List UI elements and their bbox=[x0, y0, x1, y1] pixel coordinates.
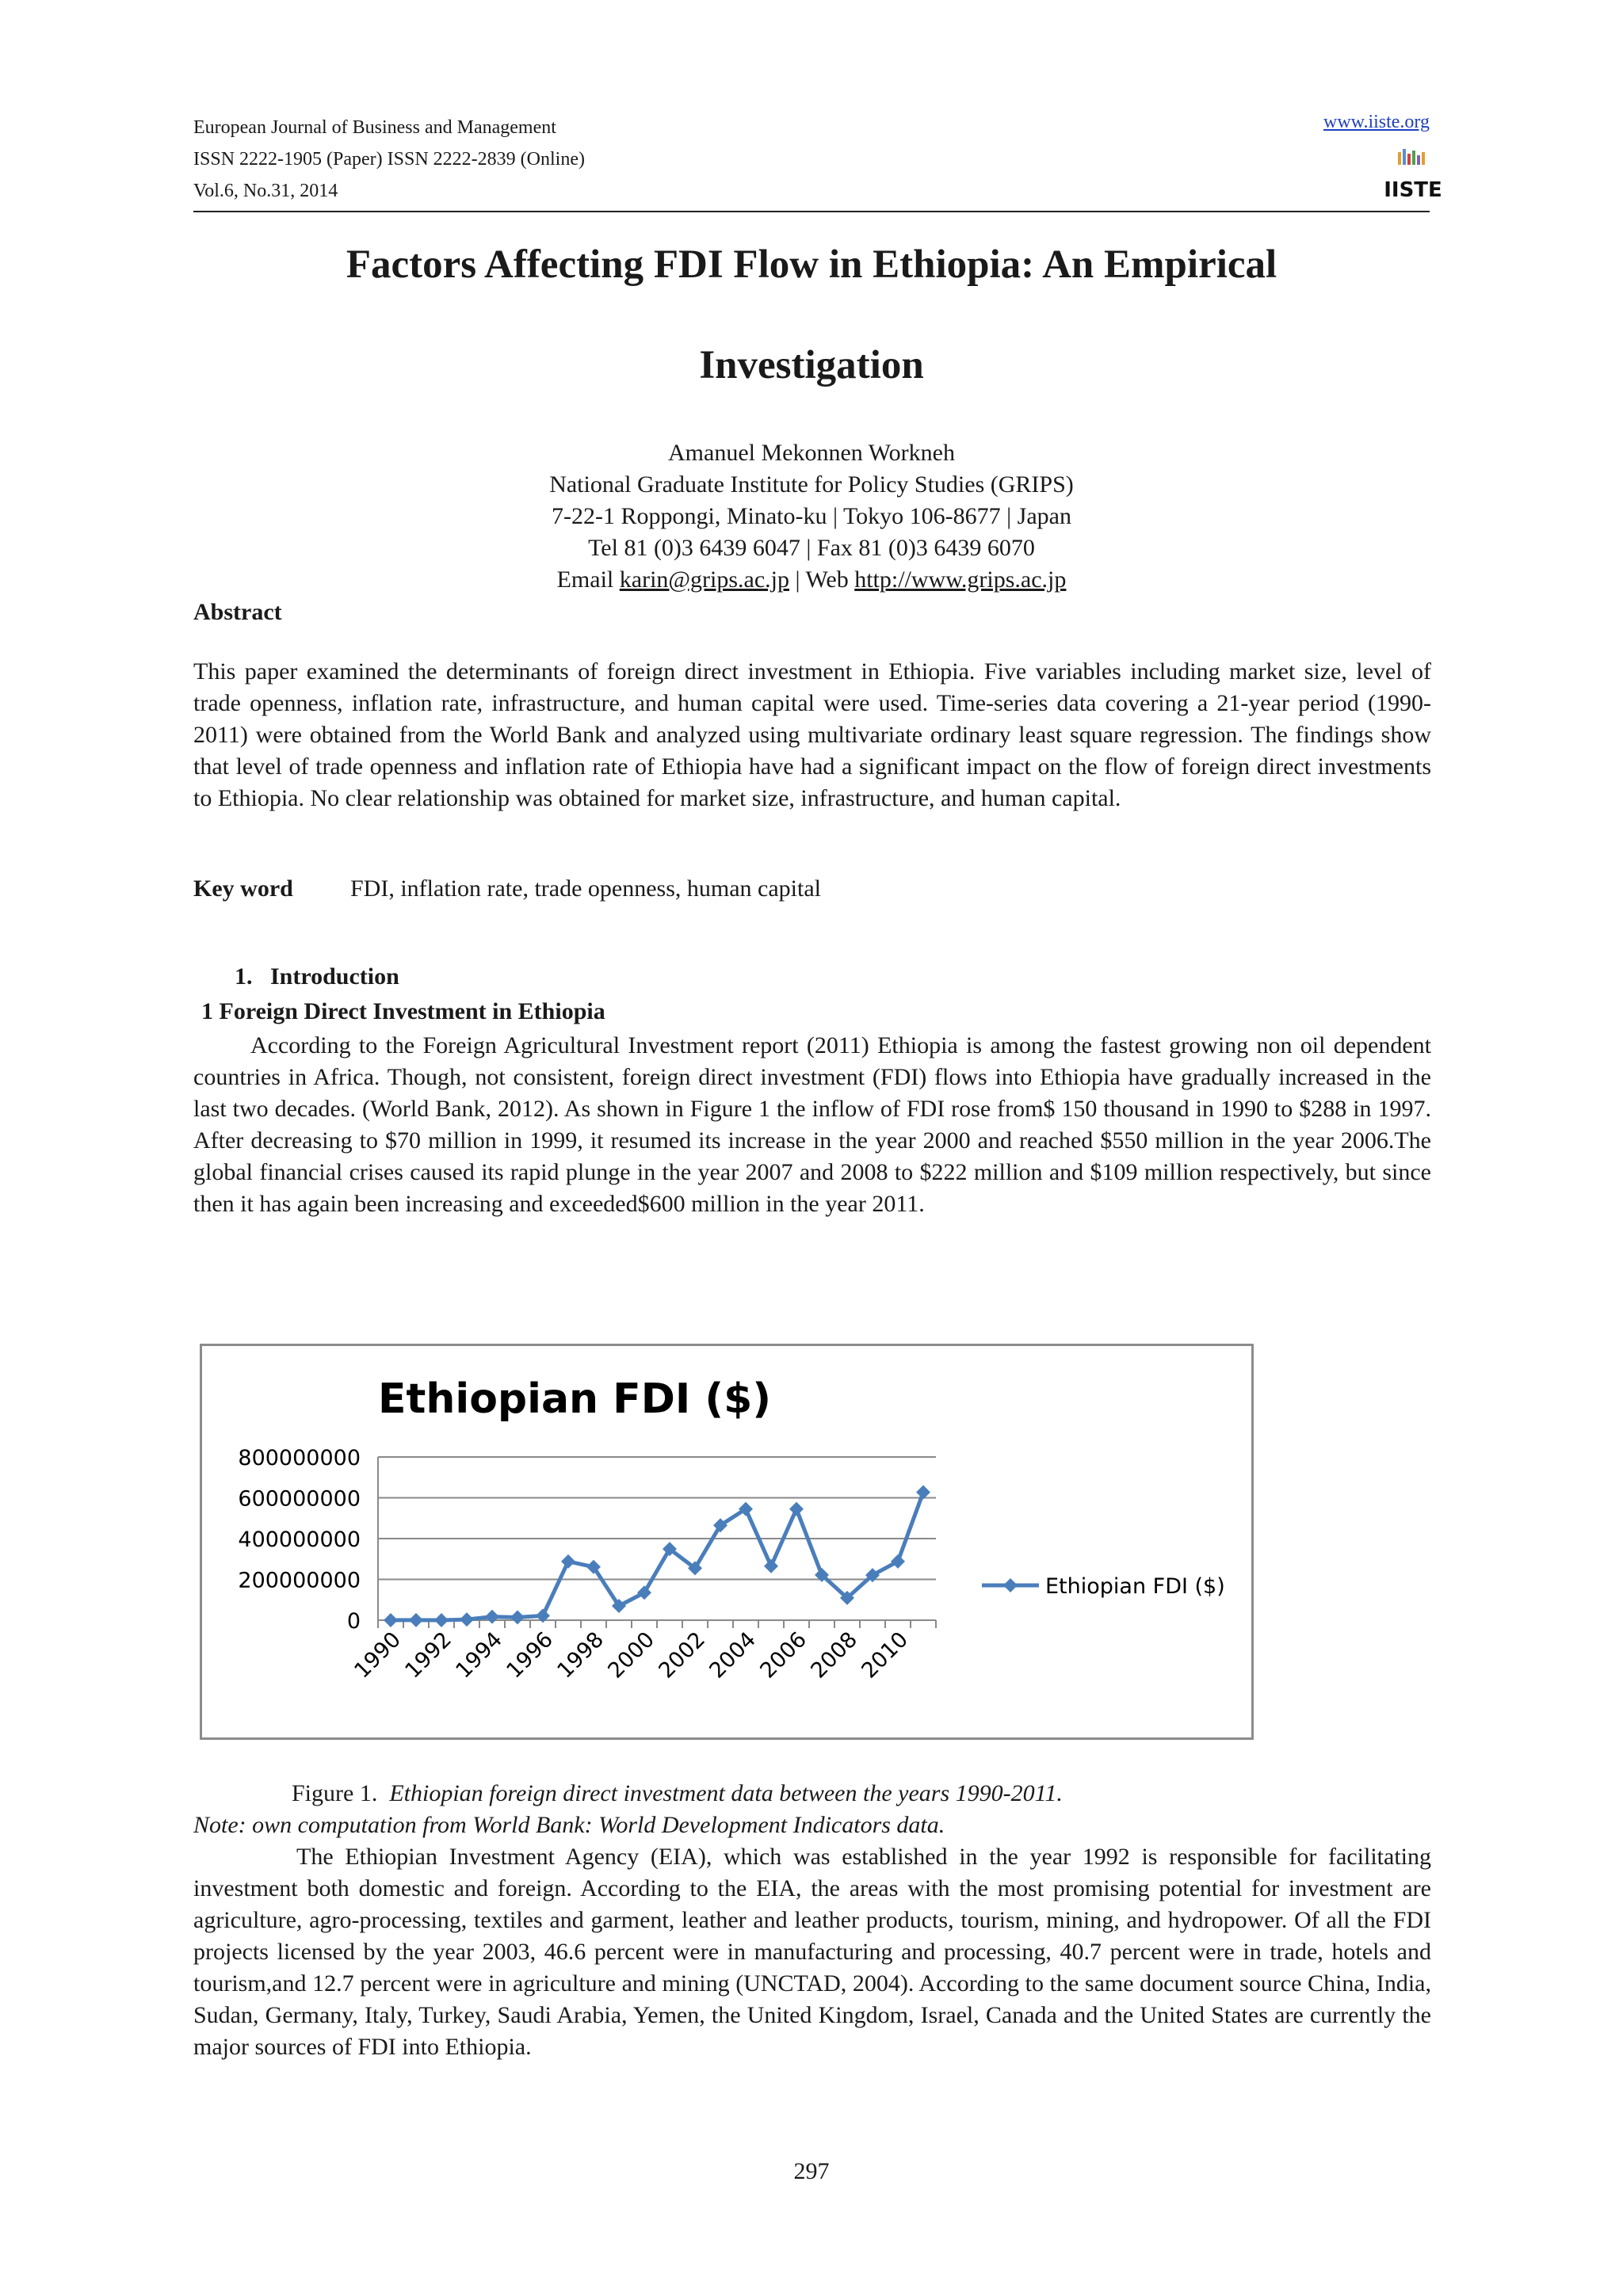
logo-bar-2 bbox=[1403, 149, 1406, 165]
logo-text: IISTE bbox=[1384, 178, 1442, 202]
fdi-line-chart bbox=[202, 1346, 1251, 1737]
data-point-marker bbox=[561, 1554, 575, 1569]
logo-bar-1 bbox=[1398, 152, 1401, 165]
data-point-marker bbox=[485, 1610, 499, 1624]
x-tick-label: 2010 bbox=[857, 1627, 913, 1684]
chart-title: Ethiopian FDI ($) bbox=[377, 1375, 772, 1423]
keywords-label: Key word bbox=[193, 875, 293, 902]
journal-name: European Journal of Business and Management bbox=[193, 117, 556, 138]
legend-label: Ethiopian FDI ($) bbox=[1045, 1574, 1225, 1599]
x-tick-label: 1990 bbox=[349, 1627, 406, 1684]
keywords-line bbox=[193, 873, 821, 905]
figure-caption-text: Ethiopian foreign direct investment data between the years 1990-2011. bbox=[389, 1780, 1063, 1806]
data-point-marker bbox=[384, 1613, 398, 1627]
figure-label: Figure 1. bbox=[292, 1780, 378, 1806]
x-tick-label: 2006 bbox=[755, 1627, 812, 1684]
figure-note-text: Note: own computation from World Bank: World Development Indicators data. bbox=[193, 1812, 945, 1838]
logo-bar-4 bbox=[1412, 151, 1415, 165]
author-address: 7-22-1 Roppongi, Minato-ku | Tokyo 106-8677 | Japan bbox=[552, 503, 1071, 529]
logo-bar-3 bbox=[1407, 154, 1411, 165]
x-tick-label: 1992 bbox=[400, 1627, 456, 1684]
author-block bbox=[193, 437, 1430, 596]
author-contact bbox=[193, 564, 1430, 596]
paper-title-line-1: Factors Affecting FDI Flow in Ethiopia: An Empirical bbox=[346, 242, 1277, 287]
web-link[interactable]: http://www.grips.ac.jp bbox=[854, 566, 1067, 593]
y-tick-label: 800000000 bbox=[238, 1446, 361, 1470]
x-tick-label: 2000 bbox=[603, 1627, 659, 1684]
data-point-marker bbox=[764, 1559, 778, 1573]
y-tick-label: 400000000 bbox=[238, 1527, 361, 1552]
legend-marker bbox=[1003, 1578, 1018, 1592]
intro-paragraph: According to the Foreign Agricultural Investment report (2011) Ethiopia is among the fastest growing non oil dependent countries in Africa. Though, not consistent, foreign direct investment (FDI) flows into Ethiopia have gradually increased in the last two decades. (World Bank, 2012). As shown in Figure 1 the inflow of FDI rose from$ 150 thousand in 1990 to $288 in 1997. After decreasing to $70 million in 1999, it resumed its increase in the year 2000 and reached $550 million in the year 2006.The global financial crises caused its rapid plunge in the year 2007 and 2008 to $222 million and $109 million respectively, but since then it has again been increasing and exceeded$600 million in the year 2011. bbox=[193, 1032, 1431, 1217]
author-phone: Tel 81 (0)3 6439 6047 | Fax 81 (0)3 6439 6070 bbox=[588, 535, 1035, 561]
volume-line: Vol.6, No.31, 2014 bbox=[193, 181, 338, 201]
figure-note bbox=[193, 1810, 1431, 1841]
issn-line: ISSN 2222-1905 (Paper) ISSN 2222-2839 (Online) bbox=[193, 149, 585, 170]
data-point-marker bbox=[891, 1554, 905, 1569]
x-tick-label: 2002 bbox=[654, 1627, 710, 1684]
x-tick-label: 2008 bbox=[806, 1627, 862, 1684]
logo-bar-6 bbox=[1422, 152, 1425, 165]
x-tick-label: 1998 bbox=[552, 1627, 609, 1684]
data-point-marker bbox=[510, 1610, 525, 1624]
email-link[interactable]: karin@grips.ac.jp bbox=[619, 566, 789, 593]
logo-bar-5 bbox=[1417, 155, 1420, 165]
email-prefix: Email bbox=[556, 566, 620, 593]
eia-paragraph: The Ethiopian Investment Agency (EIA), which was established in the year 1992 is responsible for facilitating investment both domestic and foreign. According to the EIA, the areas with the most promising potential for investment are agriculture, agro-processing, textiles and garment, leather and leather products, tourism, mining, and hydropower. Of all the FDI projects licensed by the year 2003, 46.6 percent were in manufacturing and processing, 40.7 percent were in trade, hotels and tourism,and 12.7 percent were in agriculture and mining (UNCTAD, 2004). According to the same document source China, India, Sudan, Germany, Italy, Turkey, Saudi Arabia, Yemen, the United Kingdom, Israel, Canada and the United States are currently the major sources of FDI into Ethiopia. bbox=[193, 1844, 1431, 2060]
abstract-heading: Abstract bbox=[193, 599, 282, 625]
figure-caption bbox=[193, 1778, 1431, 1810]
keywords-text: FDI, inflation rate, trade openness, human capital bbox=[350, 875, 821, 902]
x-tick-label: 1994 bbox=[451, 1627, 507, 1684]
y-tick-label: 0 bbox=[346, 1609, 361, 1634]
author-name: Amanuel Mekonnen Workneh bbox=[668, 440, 955, 466]
abstract-text: This paper examined the determinants of foreign direct investment in Ethiopia. Five variables including market size, level of trade openness, inflation rate, infrastructure, and human capital were used. Time-series data covering a 21-year period (1990-2011) were obtained from the World Bank and analyzed using multivariate ordinary least square regression. The findings show that level of trade openness and inflation rate of Ethiopia have had a significant impact on the flow of foreign direct investments to Ethiopia. No clear relationship was obtained for market size, infrastructure, and human capital. bbox=[193, 658, 1431, 811]
data-point-marker bbox=[460, 1612, 474, 1627]
data-point-marker bbox=[789, 1502, 804, 1516]
data-point-marker bbox=[434, 1613, 449, 1627]
y-tick-label: 200000000 bbox=[238, 1568, 361, 1593]
fdi-chart bbox=[200, 1344, 1254, 1740]
journal-website-link[interactable]: www.iiste.org bbox=[1323, 112, 1430, 132]
y-tick-label: 600000000 bbox=[238, 1486, 361, 1512]
iiste-logo bbox=[1384, 147, 1442, 204]
x-tick-label: 2004 bbox=[705, 1627, 761, 1684]
x-tick-label: 1996 bbox=[502, 1627, 558, 1684]
page-number: 297 bbox=[793, 2158, 830, 2184]
paper-title-line-2: Investigation bbox=[699, 343, 924, 387]
section-heading: 1. Introduction bbox=[235, 963, 399, 990]
web-separator: | Web bbox=[789, 566, 855, 593]
data-point-marker bbox=[409, 1613, 423, 1627]
author-affiliation: National Graduate Institute for Policy Studies (GRIPS) bbox=[549, 471, 1074, 498]
header-rule bbox=[193, 211, 1430, 212]
subsection-heading: 1 Foreign Direct Investment in Ethiopia bbox=[201, 998, 605, 1024]
